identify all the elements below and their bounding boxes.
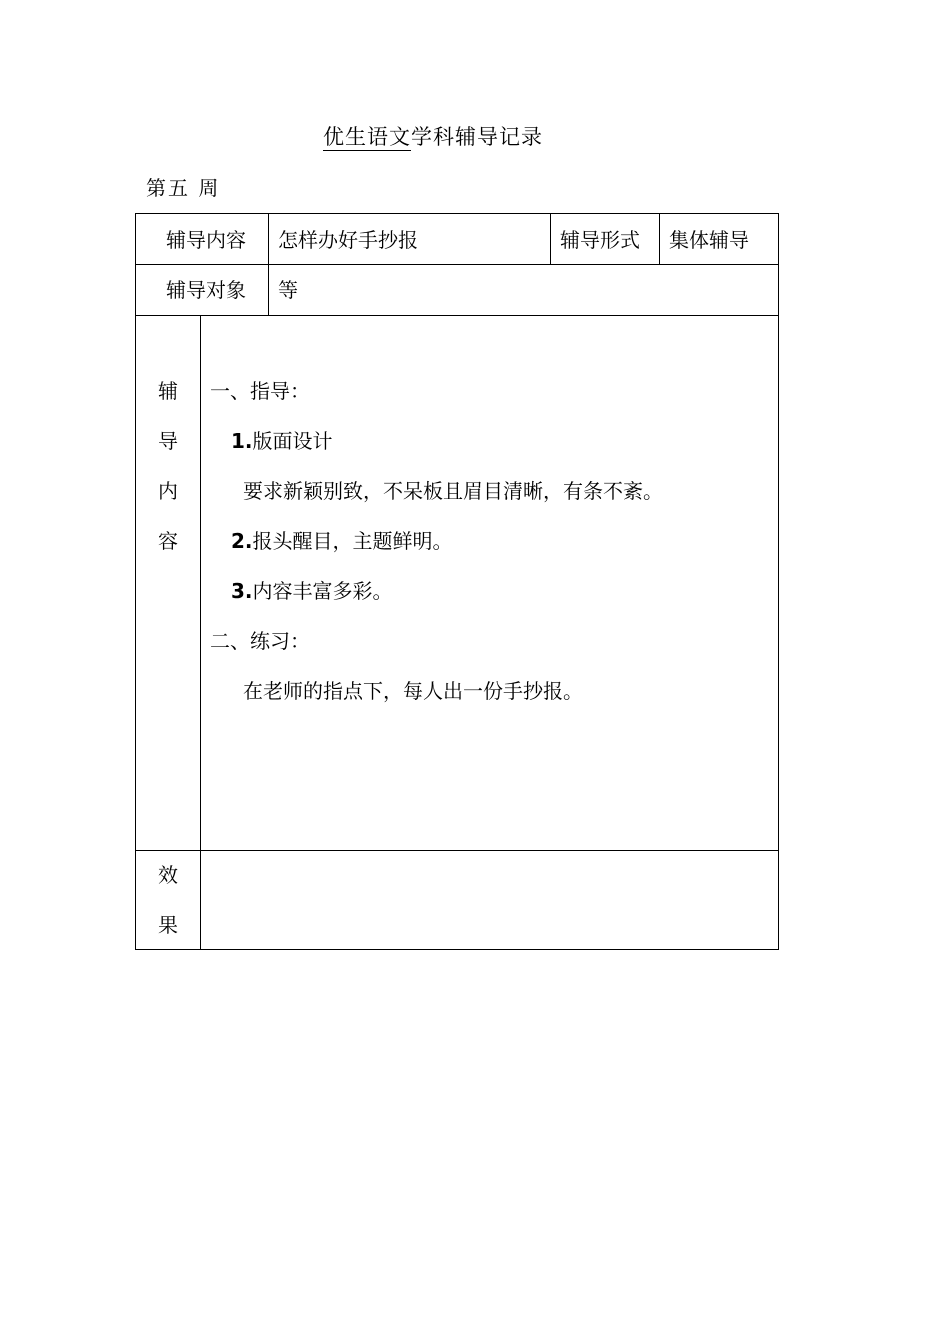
practice-text: 在老师的指点下，每人出一份手抄报。 xyxy=(243,679,583,703)
item-text: 报头醒目，主题鲜明。 xyxy=(252,529,453,553)
value-form: 集体辅导 xyxy=(669,228,749,252)
page-title xyxy=(0,121,866,151)
week-label: 第五 周 xyxy=(146,176,221,200)
section-practice: 二、练习： xyxy=(210,629,310,653)
label-content: 辅导内容 xyxy=(166,228,246,252)
list-item xyxy=(231,525,453,554)
section-guidance: 一、指导： xyxy=(210,379,310,403)
row-divider xyxy=(135,315,779,316)
value-target: 等 xyxy=(278,278,298,302)
table-border-top xyxy=(135,213,779,214)
label-form: 辅导形式 xyxy=(560,228,640,252)
row-divider xyxy=(135,850,779,851)
label-target: 辅导对象 xyxy=(166,278,246,302)
list-item xyxy=(231,575,393,604)
item-text: 版面设计 xyxy=(252,429,333,453)
item-detail: 要求新颖别致，不呆板且眉目清晰，有条不紊。 xyxy=(243,479,663,503)
title-underlined: 优生语文 xyxy=(323,125,411,149)
title-rest: 学科辅导记录 xyxy=(411,125,543,149)
table-border-bottom xyxy=(135,949,779,950)
record-table xyxy=(135,213,779,950)
effect-label-char: 效 xyxy=(158,863,178,887)
col-divider xyxy=(268,213,269,316)
table-border-right xyxy=(778,213,779,950)
effect-label-char: 果 xyxy=(158,913,178,937)
col-divider xyxy=(659,213,660,265)
content-label-char: 容 xyxy=(158,529,178,553)
col-divider xyxy=(550,213,551,265)
value-topic: 怎样办好手抄报 xyxy=(278,228,418,252)
col-divider xyxy=(200,315,201,950)
row-divider xyxy=(135,264,779,265)
item-number: 1. xyxy=(231,429,253,453)
content-label-char: 内 xyxy=(158,479,178,503)
item-number: 3. xyxy=(231,579,253,603)
item-number: 2. xyxy=(231,529,253,553)
list-item xyxy=(231,425,333,454)
item-text: 内容丰富多彩。 xyxy=(252,579,393,603)
table-border-left xyxy=(135,213,136,950)
content-label-char: 导 xyxy=(158,429,178,453)
content-label-char: 辅 xyxy=(158,379,178,403)
